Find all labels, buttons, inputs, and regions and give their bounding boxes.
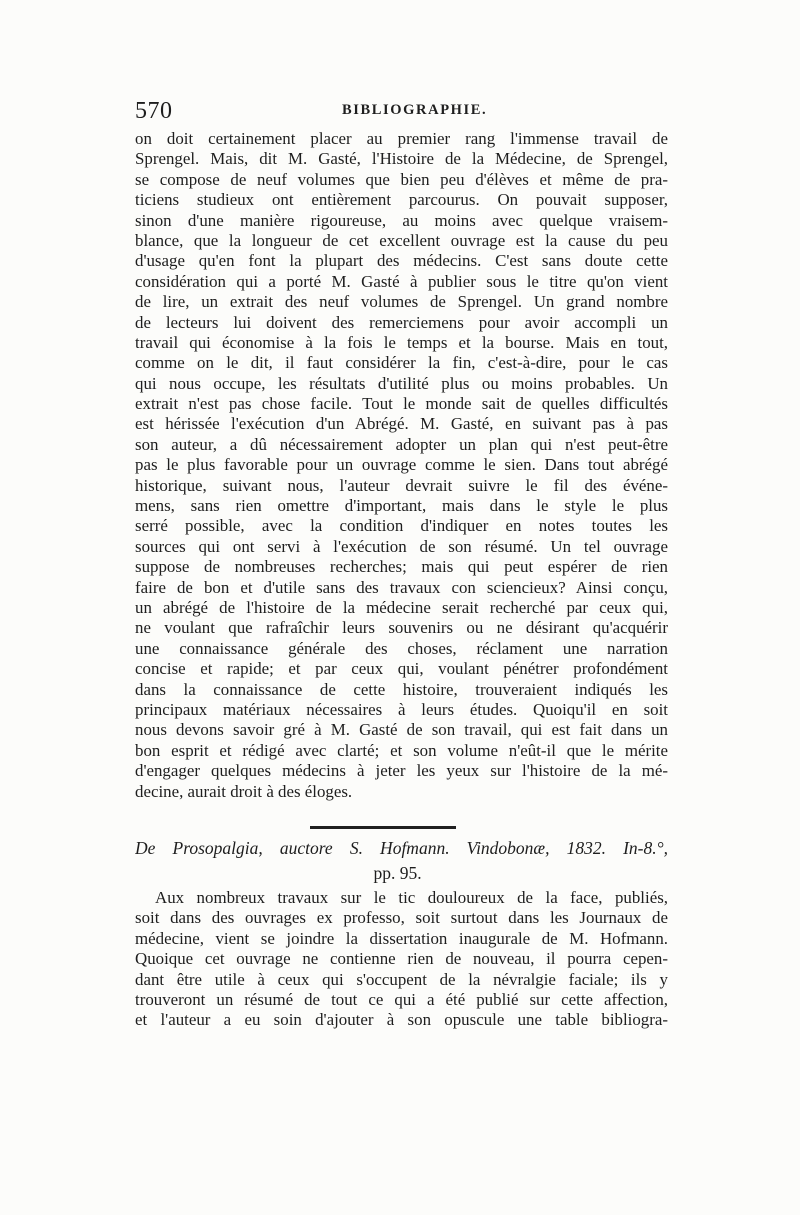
- text-line: trouveront un résumé de tout ce qui a été publié sur cette affection,: [135, 989, 668, 1009]
- text-line: nous devons savoir gré à M. Gasté de son travail, qui est fait dans un: [135, 720, 668, 740]
- text-line: Quoique cet ouvrage ne contienne rien de nouveau, il pourra cepen-: [135, 949, 668, 969]
- text-line: qui nous occupe, les résultats d'utilité plus ou moins probables. Un: [135, 373, 668, 393]
- text-line: on doit certainement placer au premier rang l'immense travail de: [135, 129, 668, 148]
- text-line: de lecteurs lui doivent des remerciemens pour avoir accompli un: [135, 312, 668, 332]
- text-line: Sprengel. Mais, dit M. Gasté, l'Histoire de la Médecine, de Sprengel,: [135, 149, 668, 169]
- text-line: son auteur, a dû nécessairement adopter un plan qui n'est peut-être: [135, 434, 668, 454]
- text-line: médecine, vient se joindre la dissertation inaugurale de M. Hofmann.: [135, 928, 668, 948]
- text-line: faire de bon et d'utile sans des travaux con sciencieux? Ainsi conçu,: [135, 577, 668, 597]
- page-header: [135, 98, 668, 128]
- text-line: pas le plus favorable pour un ouvrage comme le sien. Dans tout abrégé: [135, 455, 668, 475]
- text-line: ticiens studieux ont entièrement parcourus. On pouvait supposer,: [135, 190, 668, 210]
- text-line: considération qui a porté M. Gasté à publier sous le titre qu'on vient: [135, 271, 668, 291]
- text-line: principaux matériaux nécessaires à leurs études. Quoiqu'il en soit: [135, 699, 668, 719]
- text-line: mens, sans rien omettre d'important, mais dans le style le plus: [135, 496, 668, 516]
- text-line: dans la connaissance de cette histoire, trouveraient indiqués les: [135, 679, 668, 699]
- text-line: decine, aurait droit à des éloges.: [135, 781, 353, 801]
- text-line: sinon d'une manière rigoureuse, au moins avec quelque vraisem-: [135, 210, 668, 230]
- text-line: serré possible, avec la condition d'indiquer en notes toutes les: [135, 516, 668, 536]
- text-line: dant être utile à ceux qui s'occupent de la névralgie faciale; ils y: [135, 969, 668, 989]
- text-line: d'engager quelques médecins à jeter les yeux sur l'histoire de la mé-: [135, 761, 668, 781]
- text-line: de lire, un extrait des neuf volumes de Sprengel. Un grand nombre: [135, 292, 668, 312]
- text-line: d'usage qu'en font la plupart des médecins. C'est sans doute cette: [135, 251, 668, 271]
- text-line: ne voulant que rafraîchir leurs souvenirs ou ne désirant qu'acquérir: [135, 618, 668, 638]
- text-line: bon esprit et rédigé avec clarté; et son volume n'eût-il que le mérite: [135, 740, 668, 760]
- review-text: [135, 888, 668, 1031]
- text-line: Aux nombreux travaux sur le tic douloureux de la face, publiés,: [155, 888, 668, 907]
- bibliographic-citation: [135, 836, 668, 886]
- text-line: soit dans des ouvrages ex professo, soit surtout dans les Journaux de: [135, 908, 668, 928]
- text-line: sources qui ont servi à l'exécution de son résumé. Un tel ouvrage: [135, 536, 668, 556]
- section-divider: [310, 826, 456, 829]
- citation-pages: pp. 95.: [373, 863, 422, 883]
- text-line: et l'auteur a eu soin d'ajouter à son opuscule une table bibliogra-: [135, 1010, 668, 1030]
- text-line: historique, suivant nous, l'auteur devrait suivre le fil des événe-: [135, 475, 668, 495]
- text-line: une connaissance générale des choses, réclament une narration: [135, 638, 668, 658]
- text-line: concise et rapide; et par ceux qui, voulant pénétrer profondément: [135, 659, 668, 679]
- text-line: se compose de neuf volumes que bien peu d'élèves et même de pra-: [135, 169, 668, 189]
- text-line: est hérissée l'exécution d'un Abrégé. M. Gasté, en suivant pas à pas: [135, 414, 668, 434]
- citation-line: De Prosopalgia, auctore S. Hofmann. Vindobonæ, 1832. In-8.°,: [135, 838, 668, 858]
- text-line: suppose de nombreuses recherches; mais qui peut espérer de rien: [135, 557, 668, 577]
- text-line: blance, que la longueur de cet excellent ouvrage est la cause du peu: [135, 230, 668, 250]
- main-text: [135, 129, 668, 802]
- text-line: travail qui économise à la fois le temps et la bourse. Mais en tout,: [135, 332, 668, 352]
- text-line: comme on le dit, il faut considérer la fin, c'est-à-dire, pour le cas: [135, 353, 668, 373]
- text-line: un abrégé de l'histoire de la médecine serait recherché par ceux qui,: [135, 597, 668, 617]
- text-line: extrait n'est pas chose facile. Tout le monde sait de quelles difficultés: [135, 394, 668, 414]
- page-number: 570: [135, 98, 173, 124]
- running-head: BIBLIOGRAPHIE.: [342, 102, 488, 118]
